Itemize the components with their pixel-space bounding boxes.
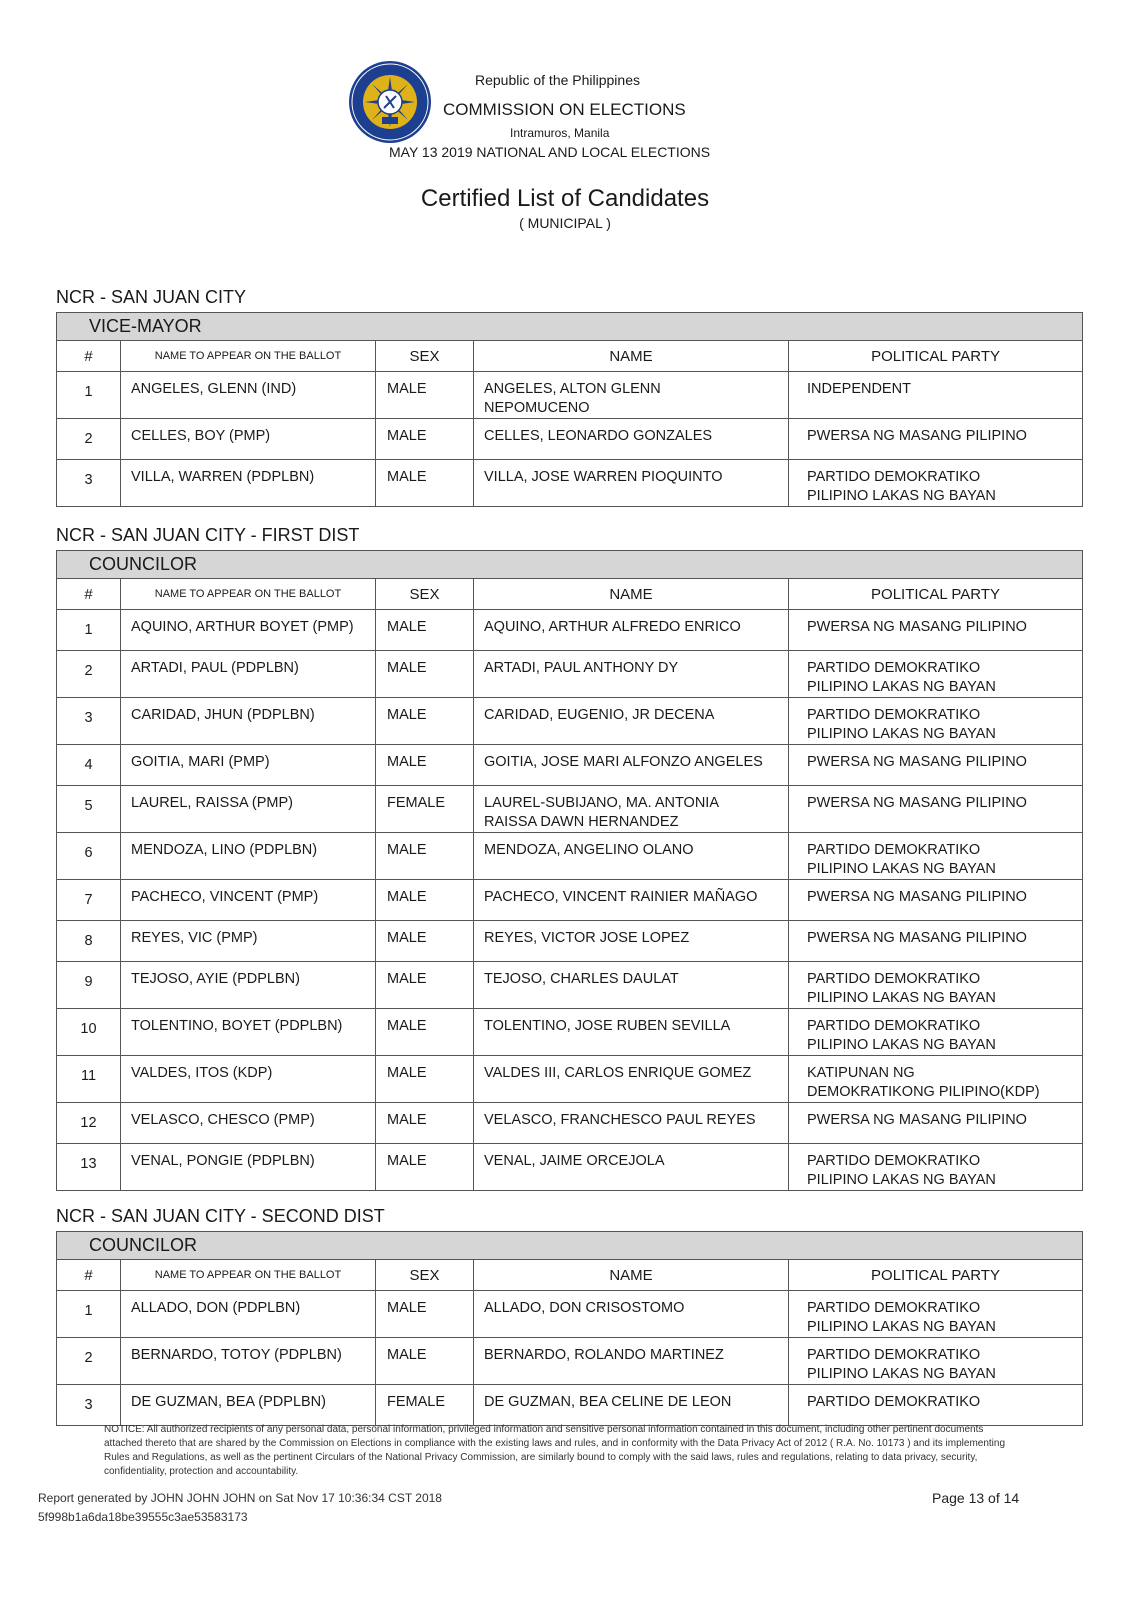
cell-num: 9 xyxy=(57,962,121,1009)
cell-ballot: REYES, VIC (PMP) xyxy=(121,921,376,962)
cell-party: PARTIDO DEMOKRATIKO PILIPINO LAKAS NG BAYAN xyxy=(789,833,1083,880)
cell-ballot: VILLA, WARREN (PDPLBN) xyxy=(121,460,376,507)
cell-num: 13 xyxy=(57,1144,121,1191)
position-title: VICE-MAYOR xyxy=(57,313,1083,341)
column-header-num: # xyxy=(57,341,121,372)
table-row xyxy=(57,372,1083,419)
cell-num: 1 xyxy=(57,1291,121,1338)
cell-num: 4 xyxy=(57,745,121,786)
cell-ballot: DE GUZMAN, BEA (PDPLBN) xyxy=(121,1385,376,1426)
cell-num: 8 xyxy=(57,921,121,962)
cell-name: REYES, VICTOR JOSE LOPEZ xyxy=(474,921,789,962)
cell-sex: MALE xyxy=(376,1338,474,1385)
cell-sex: MALE xyxy=(376,1009,474,1056)
cell-sex: MALE xyxy=(376,745,474,786)
cell-ballot: GOITIA, MARI (PMP) xyxy=(121,745,376,786)
cell-name: MENDOZA, ANGELINO OLANO xyxy=(474,833,789,880)
table-row xyxy=(57,1009,1083,1056)
cell-sex: MALE xyxy=(376,921,474,962)
cell-name: BERNARDO, ROLANDO MARTINEZ xyxy=(474,1338,789,1385)
table-row xyxy=(57,1291,1083,1338)
cell-name: LAUREL-SUBIJANO, MA. ANTONIA RAISSA DAWN HERNANDEZ xyxy=(474,786,789,833)
table-header xyxy=(57,1260,1083,1291)
cell-num: 12 xyxy=(57,1103,121,1144)
privacy-notice: NOTICE: All authorized recipients of any personal data, personal information, privileged information and sensitive personal information contained in this document, including other pertinent documents attached thereto that are shared by the Commission on Elections in compliance with the existing laws and rules, and in conformity with the Data Privacy Act of 2012 ( R.A. No. 10173 ) and its implementing Rules and Regulations, as well as the pertinent Circulars of the National Privacy Commission, are similarly bound to comply with the said laws, rules and regulations, relating to data privacy, security, confidentiality, protection and accountability. xyxy=(104,1424,1006,1477)
cell-ballot: PACHECO, VINCENT (PMP) xyxy=(121,880,376,921)
cell-sex: MALE xyxy=(376,651,474,698)
cell-ballot: CARIDAD, JHUN (PDPLBN) xyxy=(121,698,376,745)
cell-sex: FEMALE xyxy=(376,786,474,833)
cell-sex: MALE xyxy=(376,419,474,460)
cell-name: ARTADI, PAUL ANTHONY DY xyxy=(474,651,789,698)
section-title: NCR - SAN JUAN CITY - SECOND DIST xyxy=(56,1206,385,1226)
cell-num: 3 xyxy=(57,1385,121,1426)
cell-name: TOLENTINO, JOSE RUBEN SEVILLA xyxy=(474,1009,789,1056)
cell-num: 1 xyxy=(57,372,121,419)
cell-party: PARTIDO DEMOKRATIKO PILIPINO LAKAS NG BAYAN xyxy=(789,962,1083,1009)
cell-num: 2 xyxy=(57,419,121,460)
cell-num: 5 xyxy=(57,786,121,833)
table-row xyxy=(57,1144,1083,1191)
table-row xyxy=(57,698,1083,745)
cell-ballot: ARTADI, PAUL (PDPLBN) xyxy=(121,651,376,698)
cell-party: PARTIDO DEMOKRATIKO PILIPINO LAKAS NG BAYAN xyxy=(789,651,1083,698)
table-row xyxy=(57,786,1083,833)
candidate-section xyxy=(56,1204,1082,1426)
column-header-name: NAME xyxy=(474,579,789,610)
cell-ballot: ANGELES, GLENN (IND) xyxy=(121,372,376,419)
table-row xyxy=(57,610,1083,651)
cell-name: VENAL, JAIME ORCEJOLA xyxy=(474,1144,789,1191)
cell-sex: MALE xyxy=(376,880,474,921)
table-row xyxy=(57,962,1083,1009)
cell-name: CARIDAD, EUGENIO, JR DECENA xyxy=(474,698,789,745)
candidate-table xyxy=(56,312,1083,507)
cell-name: CELLES, LEONARDO GONZALES xyxy=(474,419,789,460)
cell-num: 6 xyxy=(57,833,121,880)
table-row xyxy=(57,1056,1083,1103)
cell-name: ALLADO, DON CRISOSTOMO xyxy=(474,1291,789,1338)
table-header xyxy=(57,579,1083,610)
cell-party: PARTIDO DEMOKRATIKO PILIPINO LAKAS NG BAYAN xyxy=(789,698,1083,745)
cell-ballot: TEJOSO, AYIE (PDPLBN) xyxy=(121,962,376,1009)
cell-name: VALDES III, CARLOS ENRIQUE GOMEZ xyxy=(474,1056,789,1103)
position-title: COUNCILOR xyxy=(57,551,1083,579)
cell-name: DE GUZMAN, BEA CELINE DE LEON xyxy=(474,1385,789,1426)
cell-party: PWERSA NG MASANG PILIPINO xyxy=(789,745,1083,786)
cell-party: PWERSA NG MASANG PILIPINO xyxy=(789,880,1083,921)
cell-ballot: VELASCO, CHESCO (PMP) xyxy=(121,1103,376,1144)
table-row xyxy=(57,1338,1083,1385)
cell-ballot: MENDOZA, LINO (PDPLBN) xyxy=(121,833,376,880)
table-row xyxy=(57,745,1083,786)
cell-ballot: VALDES, ITOS (KDP) xyxy=(121,1056,376,1103)
cell-party: PARTIDO DEMOKRATIKO PILIPINO LAKAS NG BAYAN xyxy=(789,1291,1083,1338)
column-header-ballot: NAME TO APPEAR ON THE BALLOT xyxy=(121,341,376,372)
column-header-sex: SEX xyxy=(376,1260,474,1291)
cell-name: TEJOSO, CHARLES DAULAT xyxy=(474,962,789,1009)
cell-party: PWERSA NG MASANG PILIPINO xyxy=(789,1103,1083,1144)
cell-sex: MALE xyxy=(376,1103,474,1144)
cell-num: 11 xyxy=(57,1056,121,1103)
column-header-party: POLITICAL PARTY xyxy=(789,341,1083,372)
cell-num: 7 xyxy=(57,880,121,921)
column-header-name: NAME xyxy=(474,341,789,372)
column-header-num: # xyxy=(57,579,121,610)
cell-sex: MALE xyxy=(376,962,474,1009)
cell-party: PARTIDO DEMOKRATIKO xyxy=(789,1385,1083,1426)
cell-ballot: AQUINO, ARTHUR BOYET (PMP) xyxy=(121,610,376,651)
cell-party: INDEPENDENT xyxy=(789,372,1083,419)
column-header-ballot: NAME TO APPEAR ON THE BALLOT xyxy=(121,579,376,610)
column-header-ballot: NAME TO APPEAR ON THE BALLOT xyxy=(121,1260,376,1291)
position-title: COUNCILOR xyxy=(57,1232,1083,1260)
cell-sex: MALE xyxy=(376,1144,474,1191)
table-row xyxy=(57,419,1083,460)
report-footer xyxy=(38,1489,442,1527)
table-row xyxy=(57,921,1083,962)
page-number: Page 13 of 14 xyxy=(932,1490,1020,1506)
table-row xyxy=(57,880,1083,921)
candidate-table xyxy=(56,1231,1083,1426)
document-header xyxy=(0,0,1130,240)
cell-num: 10 xyxy=(57,1009,121,1056)
table-header xyxy=(57,341,1083,372)
page-title: Certified List of Candidates xyxy=(420,185,710,212)
section-title: NCR - SAN JUAN CITY xyxy=(56,287,247,307)
header-location: Intramuros, Manila xyxy=(510,126,610,140)
cell-name: ANGELES, ALTON GLENN NEPOMUCENO xyxy=(474,372,789,419)
comelec-seal-icon xyxy=(348,60,432,144)
candidate-table xyxy=(56,550,1083,1191)
candidate-section xyxy=(56,285,1082,507)
cell-num: 1 xyxy=(57,610,121,651)
cell-num: 2 xyxy=(57,651,121,698)
cell-party: PARTIDO DEMOKRATIKO PILIPINO LAKAS NG BAYAN xyxy=(789,1338,1083,1385)
column-header-party: POLITICAL PARTY xyxy=(789,579,1083,610)
cell-sex: FEMALE xyxy=(376,1385,474,1426)
cell-name: VELASCO, FRANCHESCO PAUL REYES xyxy=(474,1103,789,1144)
cell-name: VILLA, JOSE WARREN PIOQUINTO xyxy=(474,460,789,507)
cell-name: AQUINO, ARTHUR ALFREDO ENRICO xyxy=(474,610,789,651)
table-row xyxy=(57,460,1083,507)
report-hash: 5f998b1a6da18be39555c3ae53583173 xyxy=(38,1510,248,1524)
cell-sex: MALE xyxy=(376,610,474,651)
cell-sex: MALE xyxy=(376,1291,474,1338)
cell-party: PARTIDO DEMOKRATIKO PILIPINO LAKAS NG BAYAN xyxy=(789,1144,1083,1191)
header-republic: Republic of the Philippines xyxy=(475,72,640,88)
cell-ballot: BERNARDO, TOTOY (PDPLBN) xyxy=(121,1338,376,1385)
table-row xyxy=(57,833,1083,880)
column-header-sex: SEX xyxy=(376,341,474,372)
cell-sex: MALE xyxy=(376,833,474,880)
table-row xyxy=(57,651,1083,698)
report-generated: Report generated by JOHN JOHN JOHN on Sat Nov 17 10:36:34 CST 2018 xyxy=(38,1491,442,1505)
page-subtitle: ( MUNICIPAL ) xyxy=(519,215,611,231)
cell-num: 3 xyxy=(57,698,121,745)
cell-ballot: VENAL, PONGIE (PDPLBN) xyxy=(121,1144,376,1191)
cell-num: 2 xyxy=(57,1338,121,1385)
cell-party: PWERSA NG MASANG PILIPINO xyxy=(789,786,1083,833)
cell-party: PARTIDO DEMOKRATIKO PILIPINO LAKAS NG BAYAN xyxy=(789,1009,1083,1056)
cell-ballot: CELLES, BOY (PMP) xyxy=(121,419,376,460)
cell-sex: MALE xyxy=(376,460,474,507)
column-header-party: POLITICAL PARTY xyxy=(789,1260,1083,1291)
column-header-name: NAME xyxy=(474,1260,789,1291)
cell-name: GOITIA, JOSE MARI ALFONZO ANGELES xyxy=(474,745,789,786)
candidate-section xyxy=(56,523,1082,1191)
cell-party: PWERSA NG MASANG PILIPINO xyxy=(789,419,1083,460)
cell-sex: MALE xyxy=(376,372,474,419)
cell-party: PWERSA NG MASANG PILIPINO xyxy=(789,921,1083,962)
cell-party: PARTIDO DEMOKRATIKO PILIPINO LAKAS NG BAYAN xyxy=(789,460,1083,507)
cell-name: PACHECO, VINCENT RAINIER MAÑAGO xyxy=(474,880,789,921)
column-header-num: # xyxy=(57,1260,121,1291)
cell-ballot: LAUREL, RAISSA (PMP) xyxy=(121,786,376,833)
header-commission: COMMISSION ON ELECTIONS xyxy=(443,100,686,119)
cell-party: KATIPUNAN NG DEMOKRATIKONG PILIPINO(KDP) xyxy=(789,1056,1083,1103)
cell-ballot: ALLADO, DON (PDPLBN) xyxy=(121,1291,376,1338)
table-row xyxy=(57,1103,1083,1144)
cell-sex: MALE xyxy=(376,1056,474,1103)
table-row xyxy=(57,1385,1083,1426)
column-header-sex: SEX xyxy=(376,579,474,610)
cell-num: 3 xyxy=(57,460,121,507)
section-title: NCR - SAN JUAN CITY - FIRST DIST xyxy=(56,525,360,545)
cell-party: PWERSA NG MASANG PILIPINO xyxy=(789,610,1083,651)
cell-sex: MALE xyxy=(376,698,474,745)
header-election: MAY 13 2019 NATIONAL AND LOCAL ELECTIONS xyxy=(389,144,711,160)
cell-ballot: TOLENTINO, BOYET (PDPLBN) xyxy=(121,1009,376,1056)
